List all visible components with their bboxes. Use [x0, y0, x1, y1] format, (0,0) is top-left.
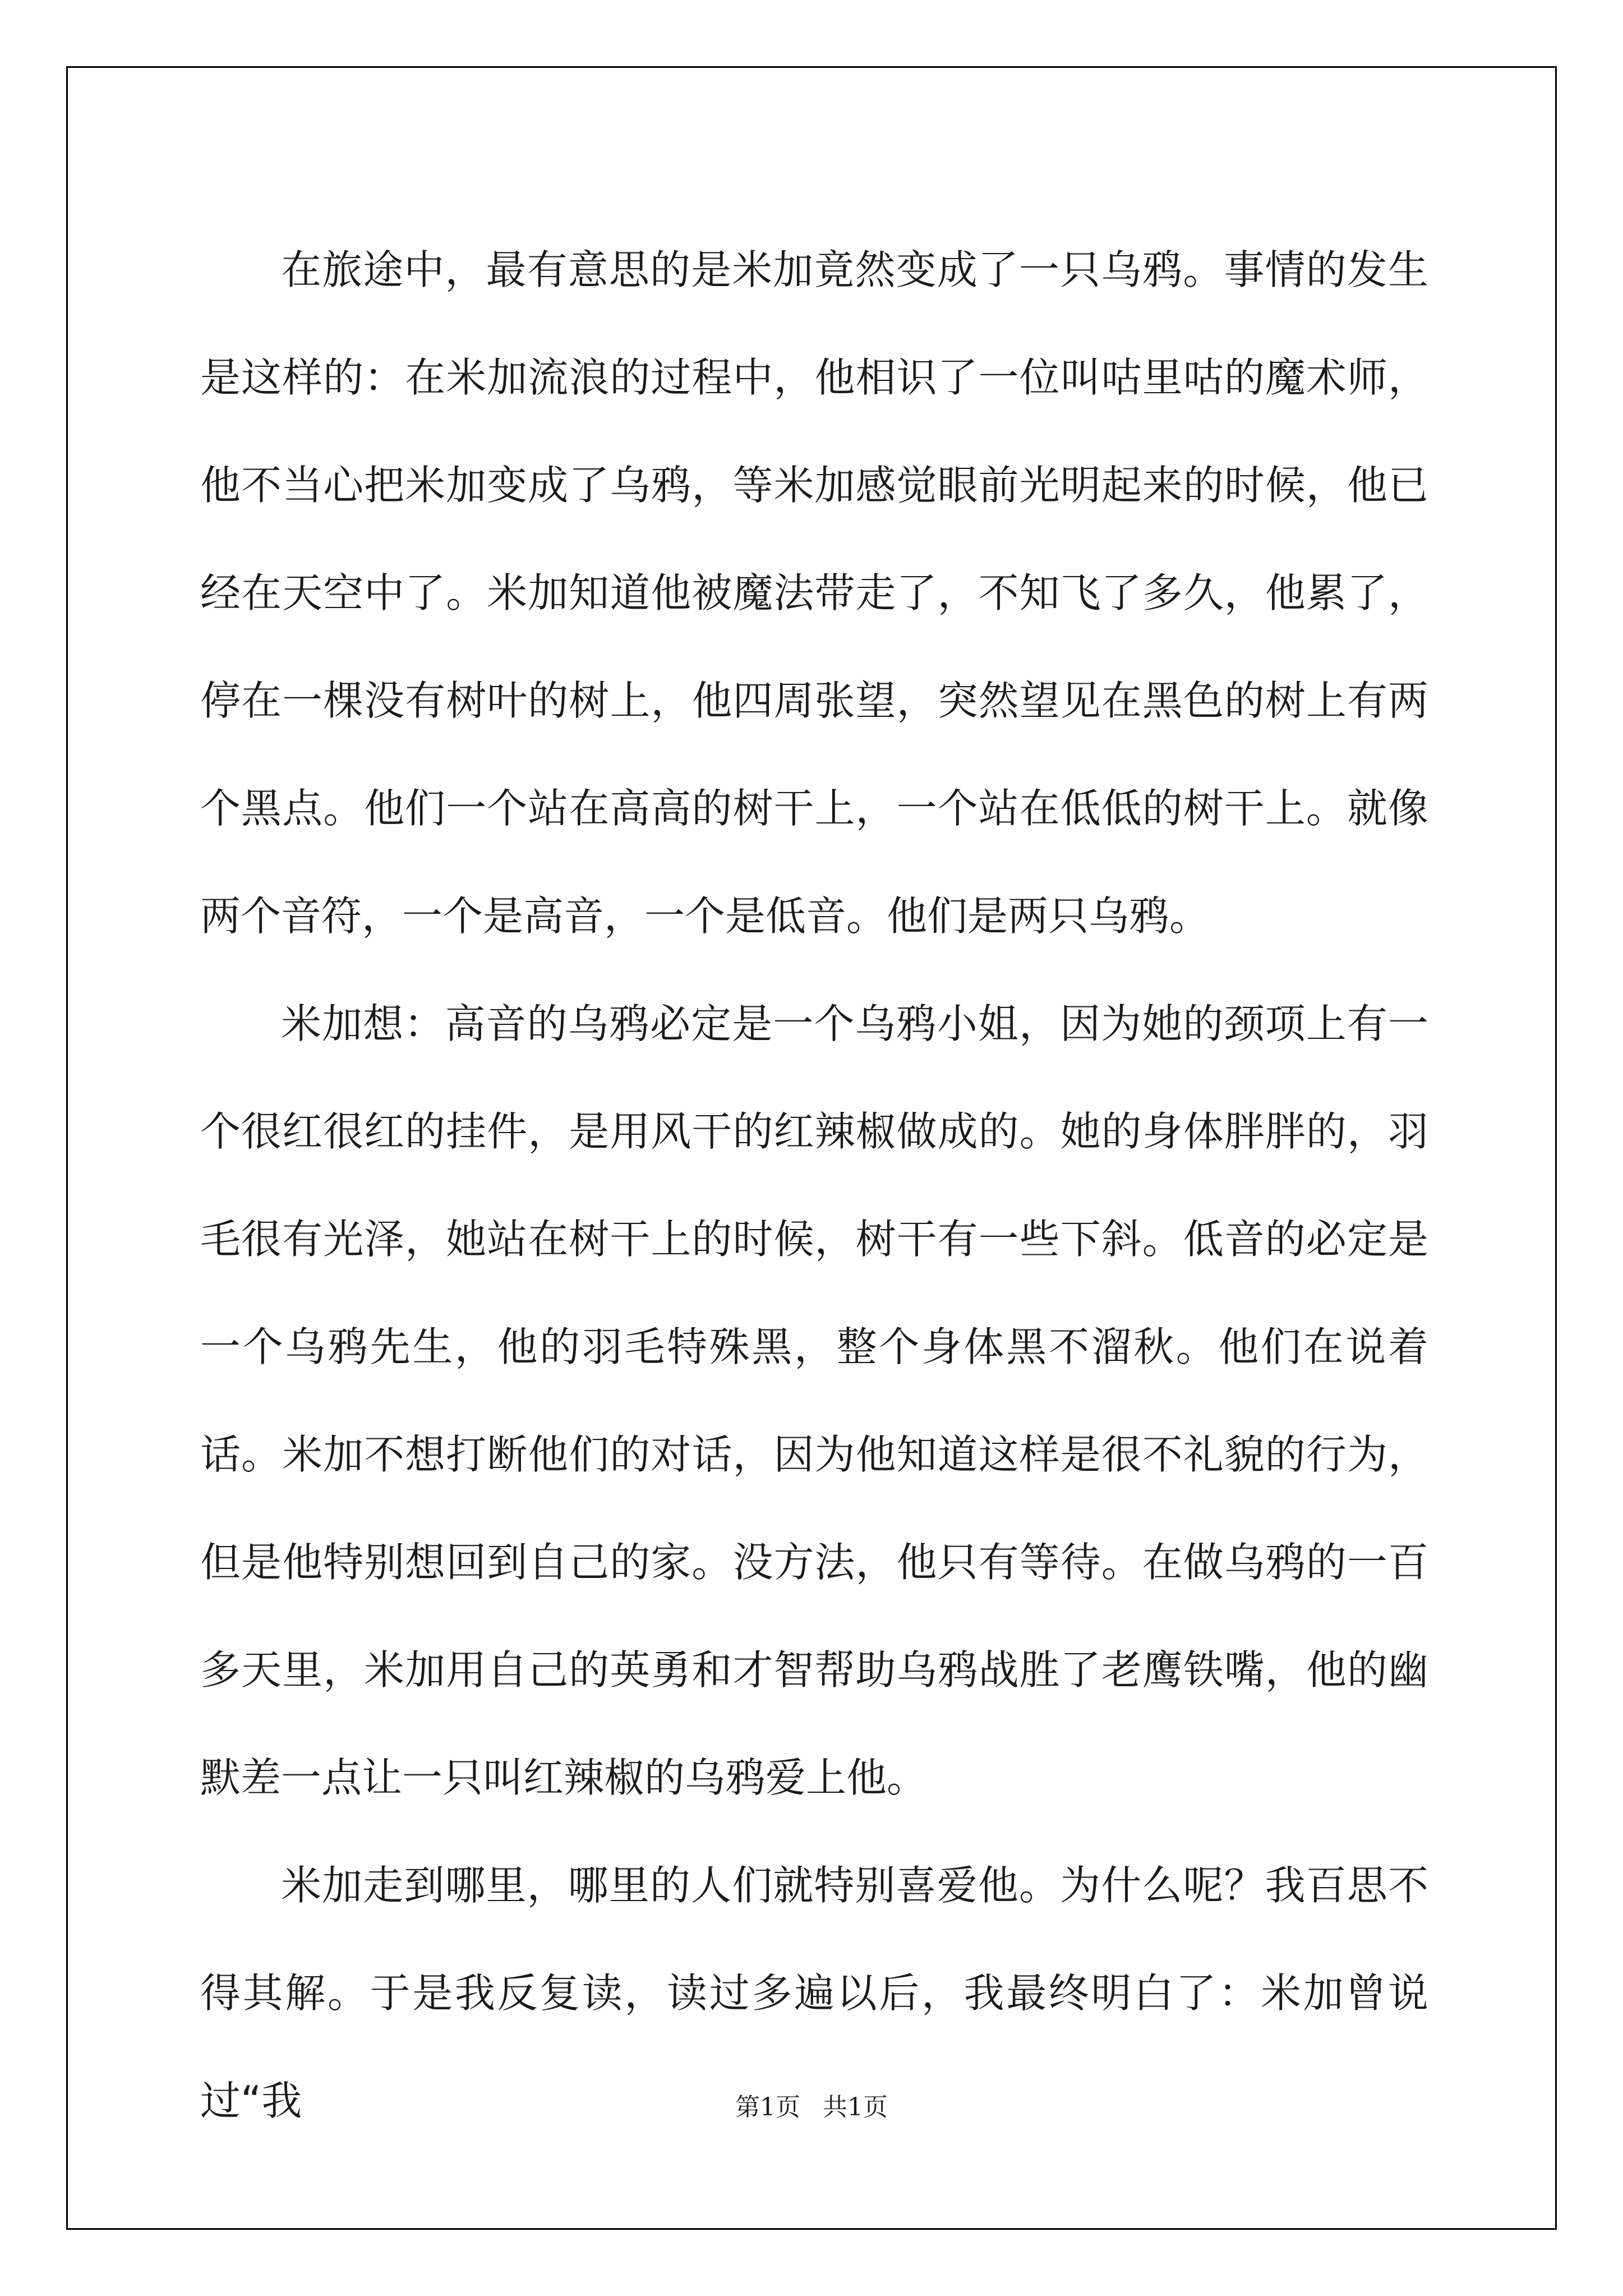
page-number: 第1页 [735, 2093, 800, 2122]
page-total: 共1页 [823, 2093, 888, 2122]
page-footer [0, 2087, 1623, 2123]
paragraph-2: 米加想：高音的乌鸦必定是一个乌鸦小姐，因为她的颈项上有一个很红很红的挂件，是用风干的红辣椒做成的。她的身体胖胖的，羽毛很有光泽，她站在树干上的时候，树干有一些下斜。低音的必定是一个乌鸦先生，他的羽毛特殊黑，整个身体黑不溜秋。他们在说着话。米加不想打断他们的对话，因为他知道这样是很不礼貌的行为，但是他特别想回到自己的家。没方法，他只有等待。在做乌鸦的一百多天里，米加用自己的英勇和才智帮助乌鸦战胜了老鹰铁嘴，他的幽默差一点让一只叫红辣椒的乌鸦爱上他。 [200, 1000, 1428, 1801]
document-body [200, 216, 1428, 2155]
paragraph-1: 在旅途中，最有意思的是米加竟然变成了一只乌鸦。事情的发生是这样的：在米加流浪的过程中，他相识了一位叫咕里咕的魔术师，他不当心把米加变成了乌鸦，等米加感觉眼前光明起来的时候，他已经在天空中了。米加知道他被魔法带走了，不知飞了多久，他累了，停在一棵没有树叶的树上，他四周张望，突然望见在黑色的树上有两个黑点。他们一个站在高高的树干上，一个站在低低的树干上。就像两个音符，一个是高音，一个是低音。他们是两只乌鸦。 [200, 246, 1428, 940]
paragraph-3: 米加走到哪里，哪里的人们就特别喜爱他。为什么呢？我百思不得其解。于是我反复读，读过多遍以后，我最终明白了：米加曾说过“我 [200, 1862, 1428, 2124]
